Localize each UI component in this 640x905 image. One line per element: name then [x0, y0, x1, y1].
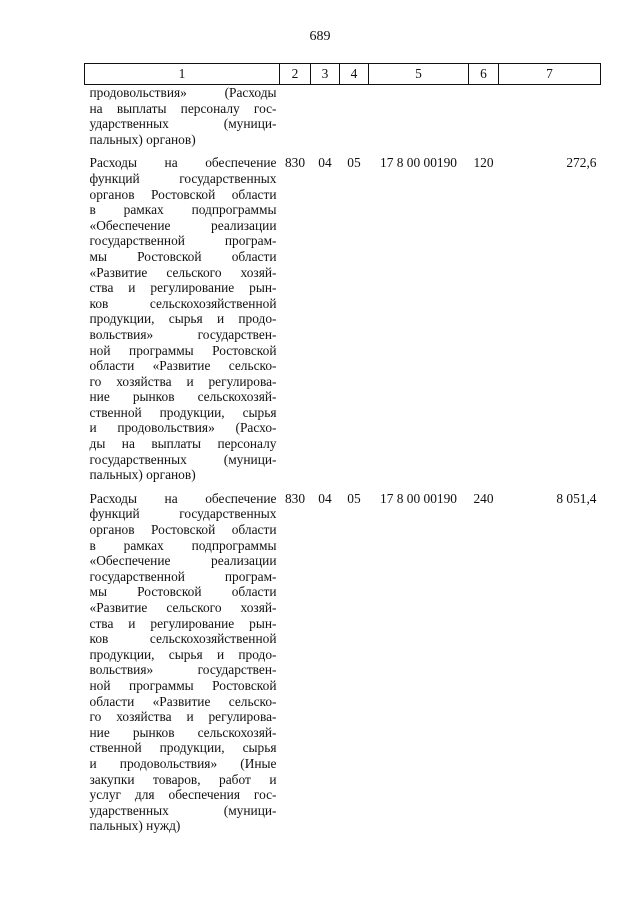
description-line: органов Ростовской области	[89, 186, 277, 202]
amount-cell	[499, 85, 601, 148]
header-col-5: 5	[369, 64, 469, 85]
description-line: ние рынков сельскохозяй-	[89, 724, 277, 740]
expense-type-cell	[469, 85, 499, 148]
header-col-6: 6	[469, 64, 499, 85]
description-line: услуг для обеспечения гос-	[89, 787, 277, 803]
description-line: функций государственных	[89, 506, 277, 522]
description-line: продукции, сырья и продо-	[89, 646, 277, 662]
header-col-1: 1	[85, 64, 280, 85]
header-col-4: 4	[340, 64, 369, 85]
description-line: ударственных (муници-	[89, 116, 277, 132]
description-line: ственной продукции, сырья	[89, 740, 277, 756]
description-line: го хозяйства и регулирова-	[89, 709, 277, 725]
budget-table	[84, 63, 601, 834]
description-line: области «Развитие сельско-	[89, 358, 277, 374]
description-line: го хозяйства и регулирова-	[89, 373, 277, 389]
description-line: «Обеспечение реализации	[89, 553, 277, 569]
table-row	[85, 147, 601, 482]
section-cell	[311, 85, 340, 148]
table-row	[85, 85, 601, 148]
description-line: ной программы Ростовской	[89, 677, 277, 693]
description-line: ственной продукции, сырья	[89, 404, 277, 420]
description-cell	[85, 483, 280, 834]
target-article-cell: 17 8 00 00190	[380, 155, 457, 171]
description-line: функций государственных	[89, 170, 277, 186]
description-line: «Обеспечение реализации	[89, 217, 277, 233]
table-row	[85, 483, 601, 834]
description-line: Расходы на обеспечение	[89, 155, 277, 171]
description-line: ства и регулирование рын-	[89, 615, 277, 631]
admin-code-cell: 830	[284, 490, 306, 506]
description-line: в рамках подпрограммы	[89, 202, 277, 218]
description-line: мы Ростовской области	[89, 584, 277, 600]
description-line: в рамках подпрограммы	[89, 537, 277, 553]
description-line: продовольствия» (Расходы	[89, 85, 277, 100]
description-line: и продовольствия» (Расхо-	[89, 420, 277, 436]
description-line: области «Развитие сельско-	[89, 693, 277, 709]
description-line: вольствия» государствен-	[89, 662, 277, 678]
description-cell	[85, 85, 280, 148]
description-line: государственных (муници-	[89, 451, 277, 467]
description-line: пальных) нужд)	[89, 818, 181, 834]
description-line: органов Ростовской области	[89, 522, 277, 538]
expense-type-cell: 240	[473, 490, 494, 506]
amount-cell: 8 051,4	[556, 490, 597, 506]
target-article-cell: 17 8 00 00190	[380, 490, 457, 506]
description-line: и продовольствия» (Иные	[89, 755, 277, 771]
description-line: пальных) органов)	[89, 467, 196, 483]
page-number: 689	[309, 29, 331, 44]
description-line: «Развитие сельского хозяй-	[89, 600, 277, 615]
table-header-row	[85, 64, 601, 85]
description-line: закупки товаров, работ и	[89, 771, 277, 787]
admin-code-cell	[280, 85, 311, 148]
description-line: Расходы на обеспечение	[89, 490, 277, 506]
description-line: на выплаты персоналу гос-	[89, 100, 277, 116]
description-line: ков сельскохозяйственной	[89, 295, 277, 311]
description-line: ной программы Ростовской	[89, 342, 277, 358]
description-line: пальных) органов)	[89, 131, 196, 147]
subsection-cell	[340, 85, 369, 148]
admin-code-cell: 830	[284, 155, 306, 171]
header-col-7: 7	[499, 64, 601, 85]
description-line: ударственных (муници-	[89, 802, 277, 818]
description-line: государственной програм-	[89, 568, 277, 584]
description-line: «Развитие сельского хозяй-	[89, 264, 277, 280]
subsection-cell: 05	[347, 490, 361, 506]
description-line: вольствия» государствен-	[89, 326, 277, 342]
description-line: государственной програм-	[89, 233, 277, 249]
description-line: ние рынков сельскохозяй-	[89, 389, 277, 405]
header-col-2: 2	[280, 64, 311, 85]
section-cell: 04	[318, 490, 332, 506]
subsection-cell: 05	[347, 155, 361, 171]
description-line: ков сельскохозяйственной	[89, 631, 277, 647]
header-col-3: 3	[311, 64, 340, 85]
target-article-cell	[369, 85, 469, 148]
description-line: продукции, сырья и продо-	[89, 311, 277, 327]
description-cell	[85, 147, 280, 482]
description-line: ства и регулирование рын-	[89, 280, 277, 296]
section-cell: 04	[318, 155, 332, 171]
amount-cell: 272,6	[566, 155, 597, 171]
description-line: мы Ростовской области	[89, 248, 277, 264]
expense-type-cell: 120	[473, 155, 494, 171]
description-line: ды на выплаты персоналу	[89, 436, 277, 452]
